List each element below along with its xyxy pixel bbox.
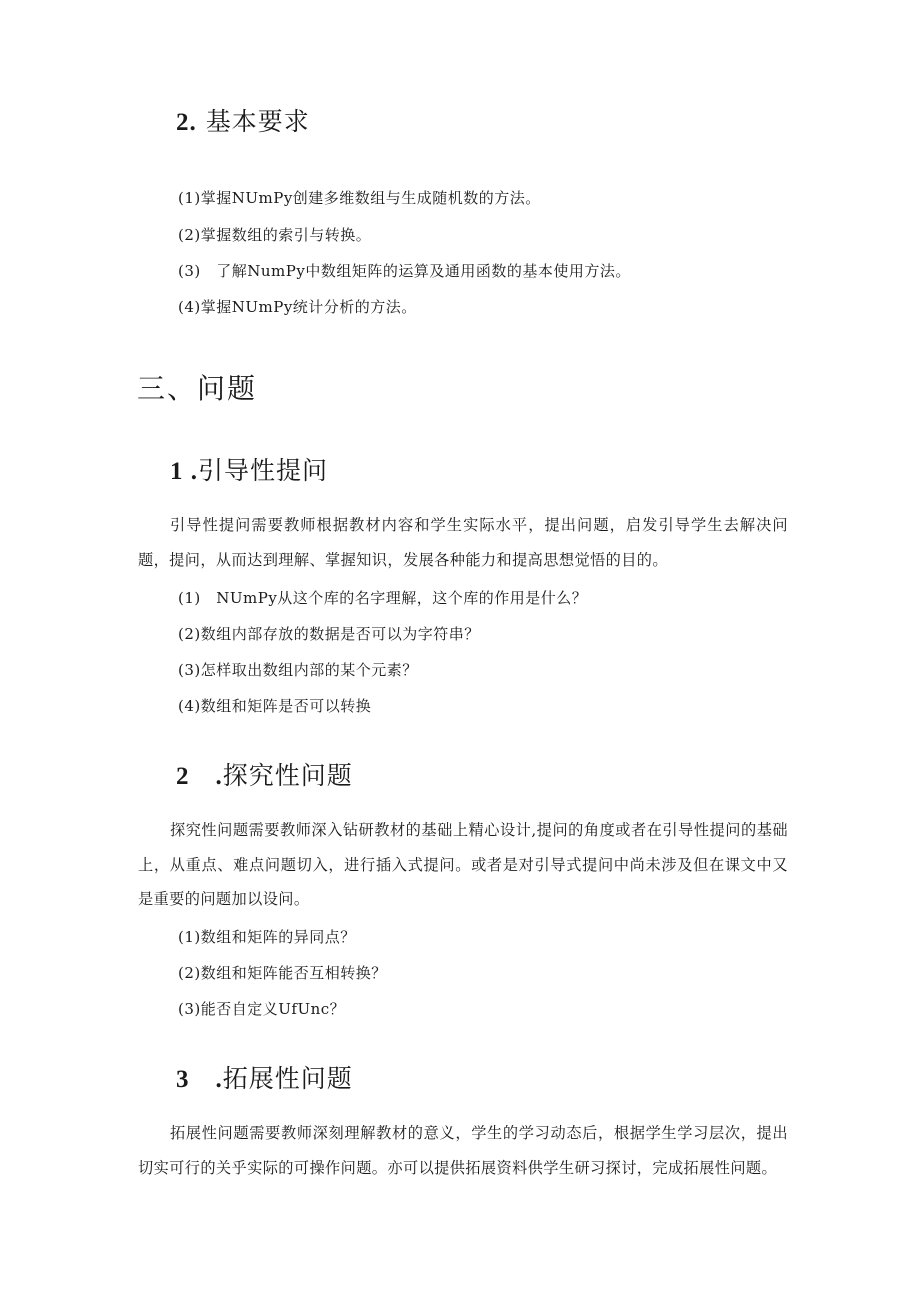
- list-item: (2)数组和矩阵能否互相转换？: [178, 964, 387, 982]
- list-item: (3)怎样取出数组内部的某个元素？: [178, 661, 418, 679]
- list-item: (4)掌握NUmPy统计分析的方法。: [178, 298, 417, 316]
- section-heading-exploratory-questions: [176, 756, 353, 792]
- list-item: (4)数组和矩阵是否可以转换: [178, 697, 372, 715]
- list-item: (1) NUmPy从这个库的名字理解，这个库的作用是什么？: [178, 589, 588, 607]
- list-item: (1)掌握NUmPy创建多维数组与生成随机数的方法。: [178, 189, 541, 207]
- section-title: 拓展性问题: [222, 1064, 353, 1093]
- section-title: 探究性问题: [222, 761, 353, 790]
- section-title: 基本要求: [205, 107, 310, 136]
- section-number: 1 .: [170, 458, 198, 485]
- section-number: 3 .: [176, 1066, 223, 1093]
- section-number: 2.: [176, 109, 197, 136]
- section-number: 2 .: [176, 763, 223, 790]
- section-heading-extension-questions: [176, 1059, 353, 1095]
- list-item: (3) 了解NumPy中数组矩阵的运算及通用函数的基本使用方法。: [178, 262, 631, 280]
- section-heading-basic-requirements: [176, 102, 310, 138]
- list-item: (2)数组内部存放的数据是否可以为字符串？: [178, 625, 480, 643]
- section-heading-guiding-questions: [170, 451, 328, 487]
- list-item: (3)能否自定义UfUnc？: [178, 1000, 346, 1018]
- section-title: 引导性提问: [198, 456, 329, 485]
- chapter-heading-questions: 三、问题: [137, 372, 258, 405]
- paragraph-guiding: 引导性提问需要教师根据教材内容和学生实际水平，提出问题，启发引导学生去解决问题，提问，从而达到理解、掌握知识，发展各种能力和提高思想觉悟的目的。: [138, 516, 788, 569]
- paragraph-extension: 拓展性问题需要教师深刻理解教材的意义，学生的学习动态后，根据学生学习层次，提出切实可行的关乎实际的可操作问题。亦可以提供拓展资料供学生研习探讨，完成拓展性问题。: [138, 1124, 788, 1177]
- list-item: (1)数组和矩阵的异同点？: [178, 928, 356, 946]
- list-item: (2)掌握数组的索引与转换。: [178, 226, 372, 244]
- paragraph-exploratory: 探究性问题需要教师深入钻研教材的基础上精心设计,提问的角度或者在引导性提问的基础上，从重点、难点问题切入，进行插入式提问。或者是对引导式提问中尚未涉及但在课文中又是重要的问题加以设问。: [138, 821, 788, 908]
